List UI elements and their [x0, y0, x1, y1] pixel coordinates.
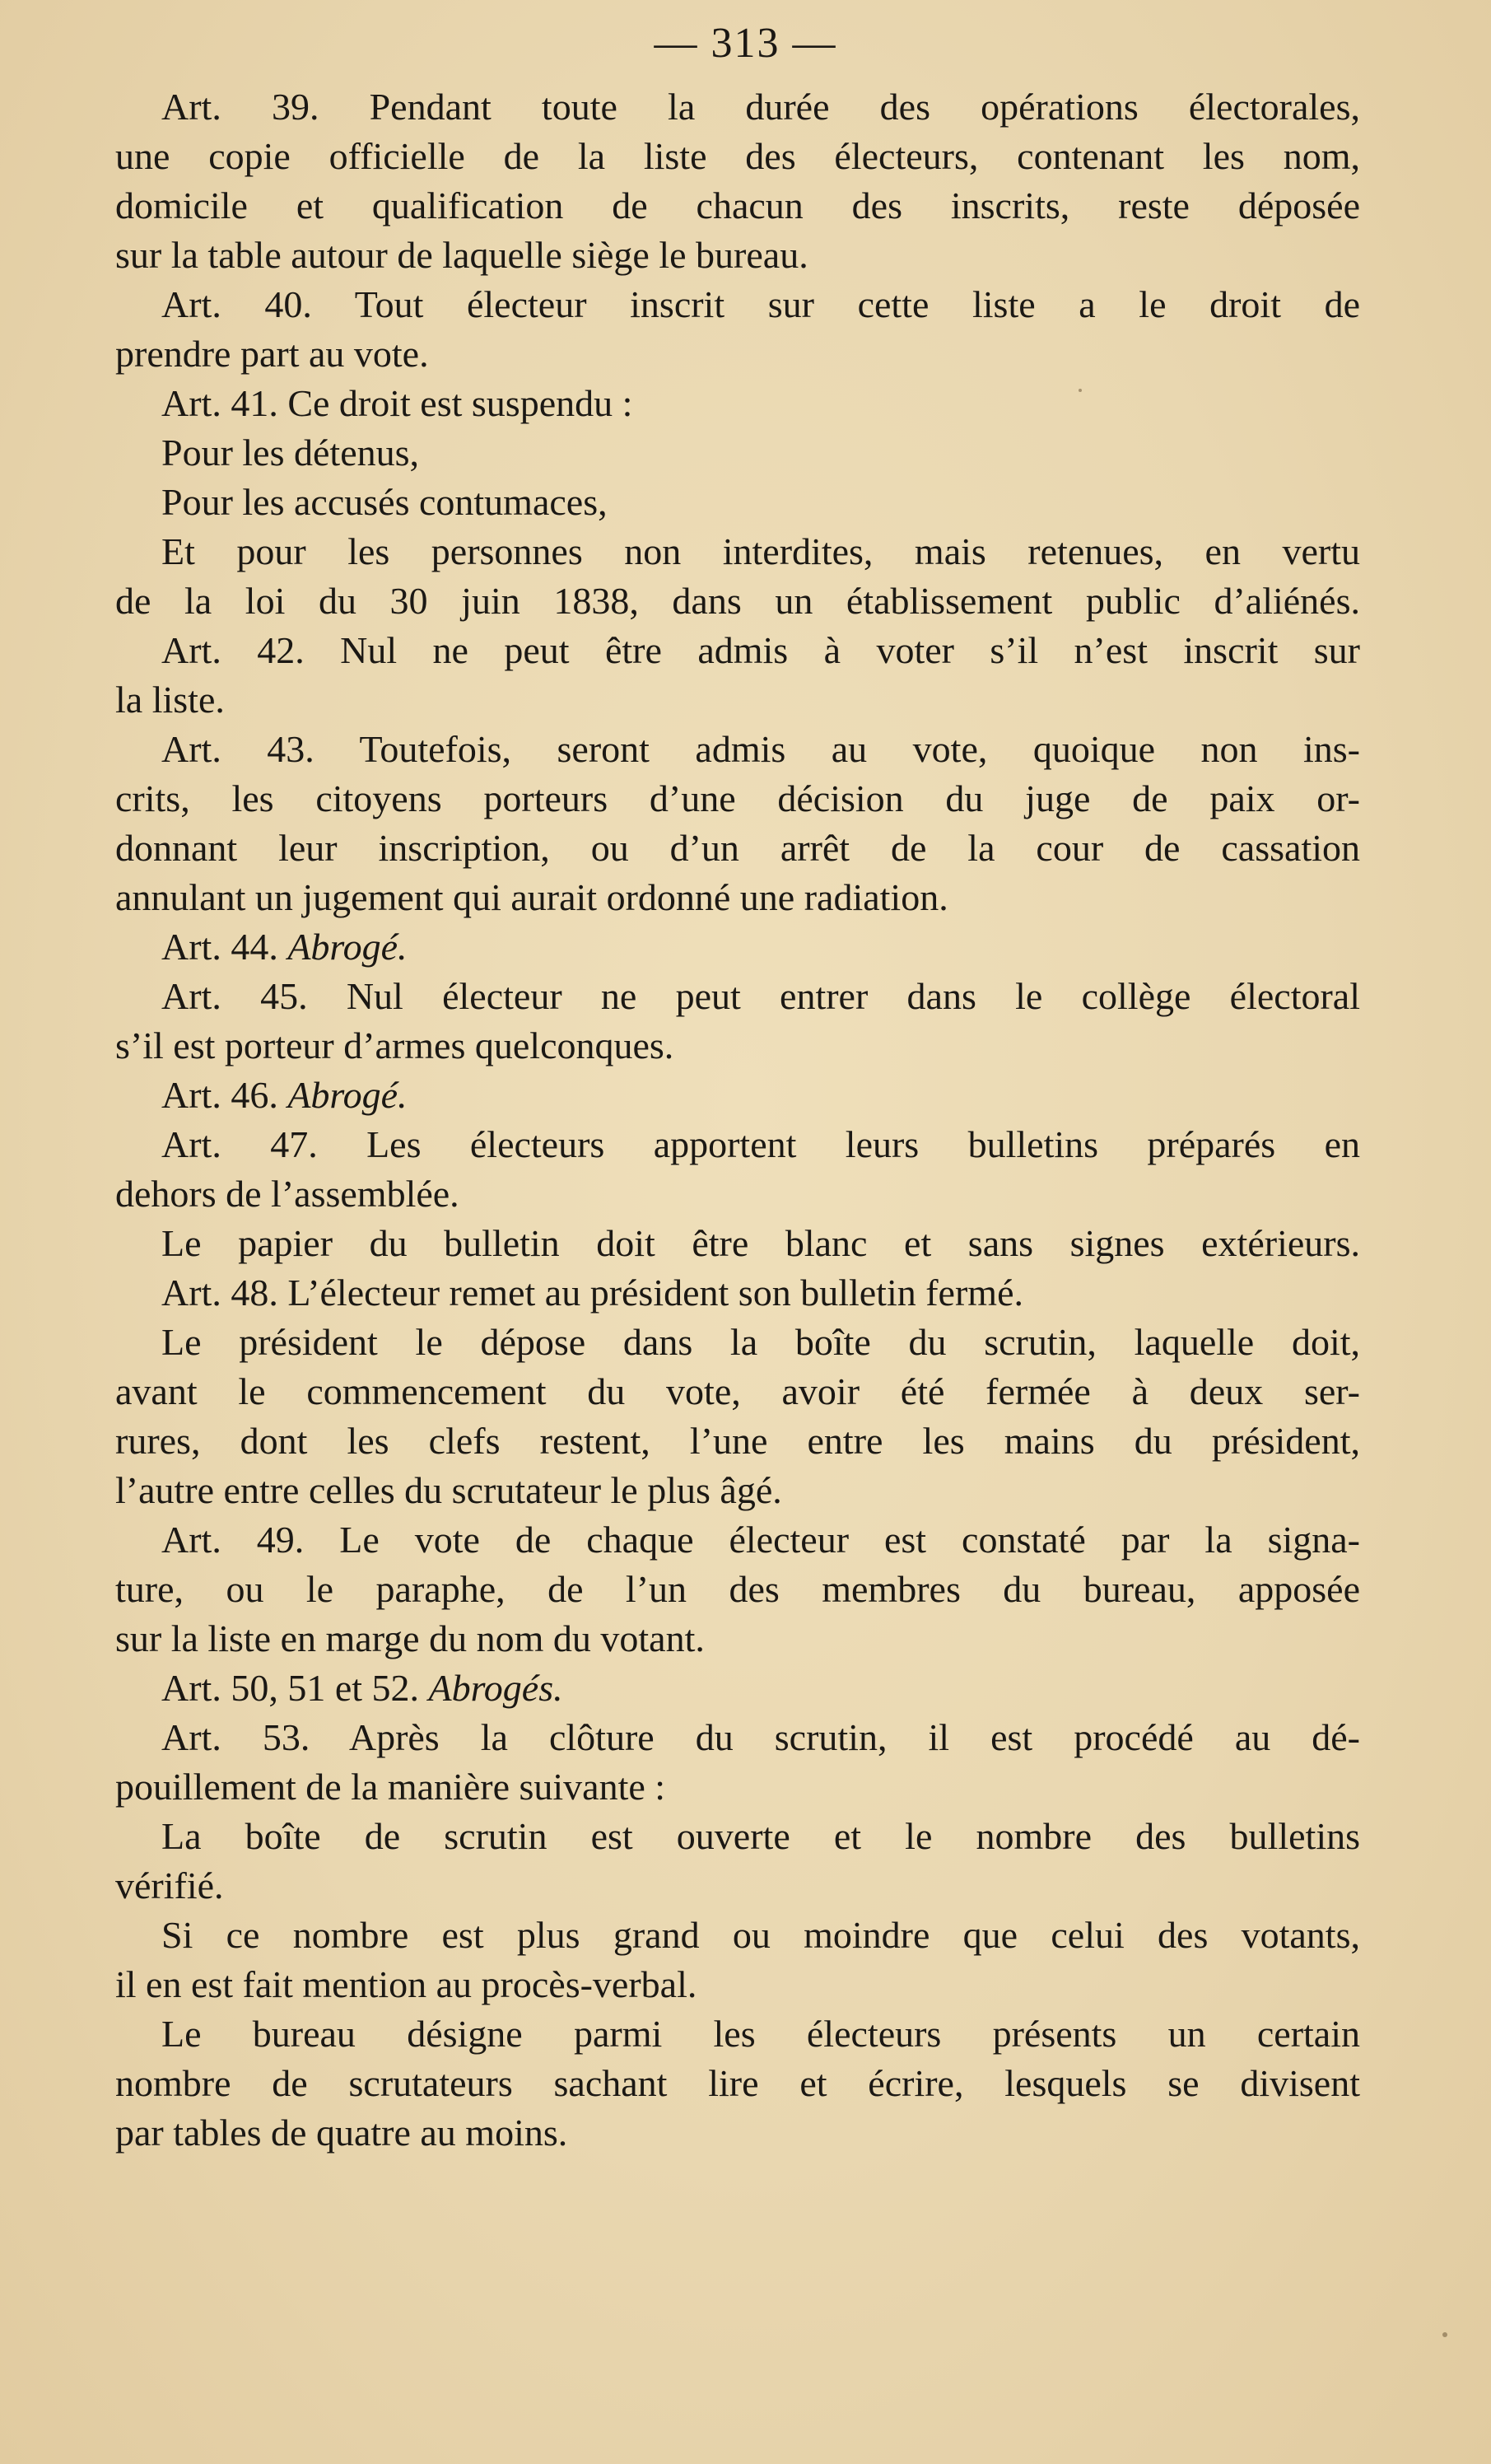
text-line	[115, 1911, 1360, 1960]
text-line-content: Art. 53. Après la clôture du scrutin, il est procédé au dé-	[161, 1716, 1360, 1758]
text-line	[115, 2108, 1360, 2158]
text-line-content: nombre de scrutateurs sachant lire et écrire, lesquels se divisent	[115, 2062, 1360, 2104]
text-line-content: par tables de quatre au moins.	[115, 2112, 568, 2154]
text-line	[115, 428, 1360, 478]
text-line	[115, 576, 1360, 626]
text-line-content: Art. 42. Nul ne peut être admis à voter s’il n’est inscrit sur	[161, 629, 1360, 671]
text-line	[115, 1367, 1360, 1416]
text-line-content: Art. 46.	[161, 1074, 278, 1116]
text-line-content: l’autre entre celles du scrutateur le plus âgé.	[115, 1469, 782, 1511]
text-line	[115, 922, 1360, 972]
text-line-content: Art. 39. Pendant toute la durée des opérations électorales,	[161, 86, 1360, 128]
page-body-text	[115, 82, 1360, 2158]
text-line	[115, 1515, 1360, 1565]
text-line	[115, 1664, 1360, 1713]
text-line-content: Art. 43. Toutefois, seront admis au vote, quoique non ins-	[161, 728, 1360, 770]
text-line-content: sur la liste en marge du nom du votant.	[115, 1617, 705, 1659]
text-line	[115, 1861, 1360, 1911]
text-line-content: vérifié.	[115, 1864, 224, 1906]
text-line-content: Art. 49. Le vote de chaque électeur est constaté par la signa-	[161, 1519, 1360, 1561]
text-line	[115, 873, 1360, 922]
text-line-content: annulant un jugement qui aurait ordonné une radiation.	[115, 876, 948, 918]
text-line-content: Pour les détenus,	[161, 432, 420, 474]
abrogated-label: Abrogé.	[287, 926, 408, 968]
text-line-content: La boîte de scrutin est ouverte et le nombre des bulletins	[161, 1815, 1360, 1857]
text-line	[115, 1614, 1360, 1664]
text-line	[115, 1120, 1360, 1169]
text-line-content: avant le commencement du vote, avoir été fermée à deux ser-	[115, 1370, 1360, 1412]
text-line-content: pouillement de la manière suivante :	[115, 1766, 666, 1808]
text-line-content: Si ce nombre est plus grand ou moindre que celui des votants,	[161, 1914, 1360, 1956]
text-line-content: Art. 44.	[161, 926, 278, 968]
text-line-content: crits, les citoyens porteurs d’une décision du juge de paix or-	[115, 777, 1360, 819]
text-line-content: Art. 41. Ce droit est suspendu :	[161, 382, 633, 424]
text-line	[115, 181, 1360, 231]
text-line	[115, 1960, 1360, 2009]
text-line	[115, 1416, 1360, 1466]
text-line-content: s’il est porteur d’armes quelconques.	[115, 1024, 674, 1066]
text-line-content: Le papier du bulletin doit être blanc et sans signes extérieurs.	[161, 1222, 1360, 1264]
text-line	[115, 1219, 1360, 1268]
text-line-content: il en est fait mention au procès-verbal.	[115, 1963, 697, 2005]
text-line-content: de la loi du 30 juin 1838, dans un établissement public d’aliénés.	[115, 580, 1360, 622]
text-line-content: dehors de l’assemblée.	[115, 1173, 459, 1215]
paper-speck	[1079, 389, 1082, 392]
text-line	[115, 725, 1360, 774]
text-line	[115, 1169, 1360, 1219]
text-line-content: une copie officielle de la liste des électeurs, contenant les nom,	[115, 135, 1360, 177]
text-line-content: Pour les accusés contumaces,	[161, 481, 608, 523]
page-number: — 313 —	[654, 20, 837, 67]
text-line	[115, 675, 1360, 725]
text-line	[115, 329, 1360, 379]
text-line	[115, 1071, 1360, 1120]
text-line-content: Et pour les personnes non interdites, mais retenues, en vertu	[161, 530, 1360, 572]
abrogated-label: Abrogé.	[287, 1074, 408, 1116]
text-line	[115, 626, 1360, 675]
text-line-content: rures, dont les clefs restent, l’une entre les mains du président,	[115, 1420, 1360, 1462]
text-line-content: la liste.	[115, 679, 225, 721]
text-line	[115, 132, 1360, 181]
text-line-content: donnant leur inscription, ou d’un arrêt de la cour de cassation	[115, 827, 1360, 869]
text-line-content: sur la table autour de laquelle siège le bureau.	[115, 234, 808, 276]
text-line	[115, 1268, 1360, 1318]
text-line-content: Art. 40. Tout électeur inscrit sur cette liste a le droit de	[161, 283, 1360, 325]
text-line	[115, 1762, 1360, 1812]
text-line	[115, 82, 1360, 132]
text-line-content: Le président le dépose dans la boîte du scrutin, laquelle doit,	[161, 1321, 1360, 1363]
text-line	[115, 1713, 1360, 1762]
text-line	[115, 1565, 1360, 1614]
text-line-content: ture, ou le paraphe, de l’un des membres du bureau, apposée	[115, 1568, 1360, 1610]
text-line	[115, 2009, 1360, 2059]
text-line	[115, 1021, 1360, 1071]
text-line	[115, 280, 1360, 329]
text-line	[115, 379, 1360, 428]
text-line	[115, 231, 1360, 280]
text-line-content: Le bureau désigne parmi les électeurs présents un certain	[161, 2013, 1360, 2055]
text-line	[115, 527, 1360, 576]
text-line-content: Art. 48. L’électeur remet au président son bulletin fermé.	[161, 1272, 1023, 1314]
text-line-content: Art. 47. Les électeurs apportent leurs bulletins préparés en	[161, 1123, 1360, 1165]
text-line	[115, 1812, 1360, 1861]
text-line	[115, 972, 1360, 1021]
text-line-content: Art. 45. Nul électeur ne peut entrer dans le collège électoral	[161, 975, 1360, 1017]
paper-speck	[1442, 2332, 1447, 2337]
text-line	[115, 824, 1360, 873]
text-line	[115, 774, 1360, 824]
text-line-content: domicile et qualification de chacun des inscrits, reste déposée	[115, 184, 1360, 226]
text-line	[115, 1318, 1360, 1367]
text-line-content: prendre part au vote.	[115, 333, 429, 375]
text-line	[115, 478, 1360, 527]
text-line	[115, 2059, 1360, 2108]
abrogated-label: Abrogés.	[428, 1667, 563, 1709]
text-line	[115, 1466, 1360, 1515]
text-line-content: Art. 50, 51 et 52.	[161, 1667, 420, 1709]
